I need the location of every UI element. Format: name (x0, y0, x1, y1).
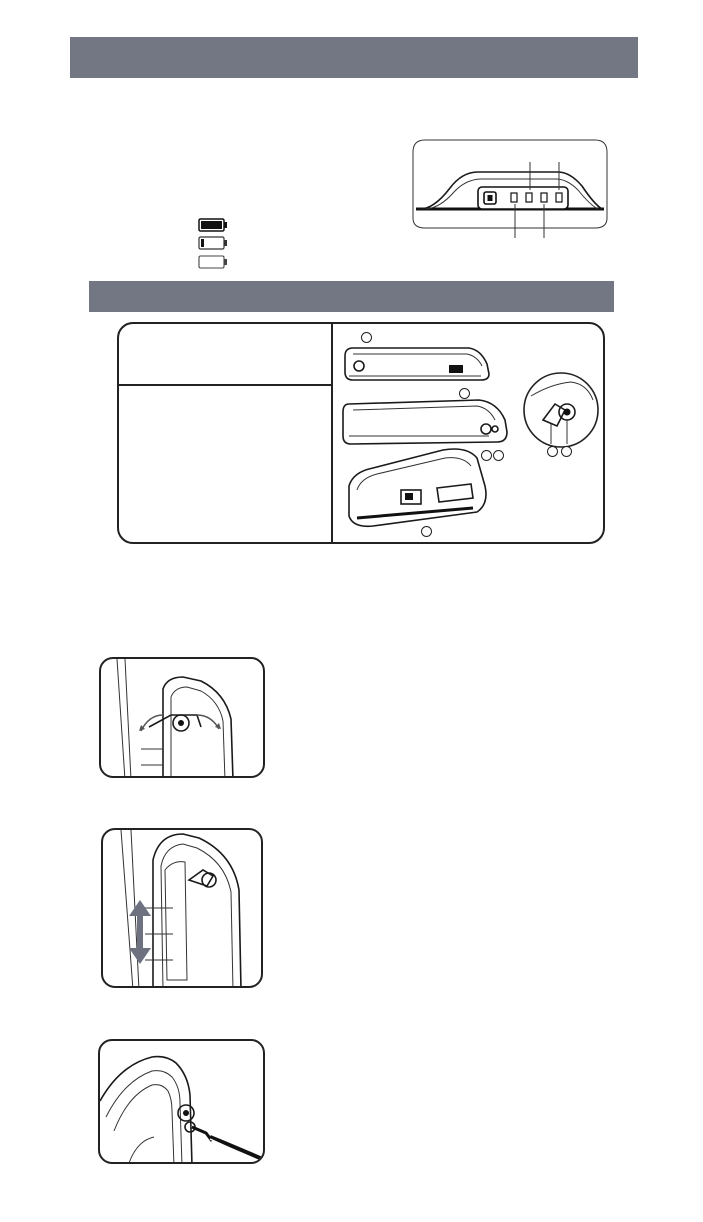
callout-dot (421, 526, 432, 537)
charge-battery-figure (98, 1039, 265, 1164)
battery-angle-view (339, 396, 509, 448)
connector-zoom-circle (521, 370, 601, 450)
battery-empty-icon (198, 255, 228, 269)
overview-divider-vertical (331, 324, 333, 542)
callout-dot (547, 446, 558, 457)
battery-rear-view (343, 446, 493, 530)
callout-dot (361, 332, 372, 343)
slide-battery-figure (101, 828, 263, 988)
battery-low-icon (198, 236, 228, 250)
battery-overview-box (117, 322, 605, 544)
header-band (70, 37, 638, 78)
key-turn-icon (101, 659, 265, 778)
charger-plug-icon (100, 1041, 265, 1164)
indicator-panel-drawing (412, 138, 608, 242)
up-down-arrow-icon (103, 830, 263, 988)
callout-dot (493, 450, 504, 461)
section-band (89, 281, 614, 312)
unlock-battery-figure (99, 657, 265, 778)
battery-side-view (341, 338, 491, 386)
battery-full-icon (198, 218, 228, 232)
callout-dot (561, 446, 572, 457)
callout-dot (481, 450, 492, 461)
overview-divider-horizontal (119, 384, 331, 386)
callout-dot (459, 388, 470, 399)
